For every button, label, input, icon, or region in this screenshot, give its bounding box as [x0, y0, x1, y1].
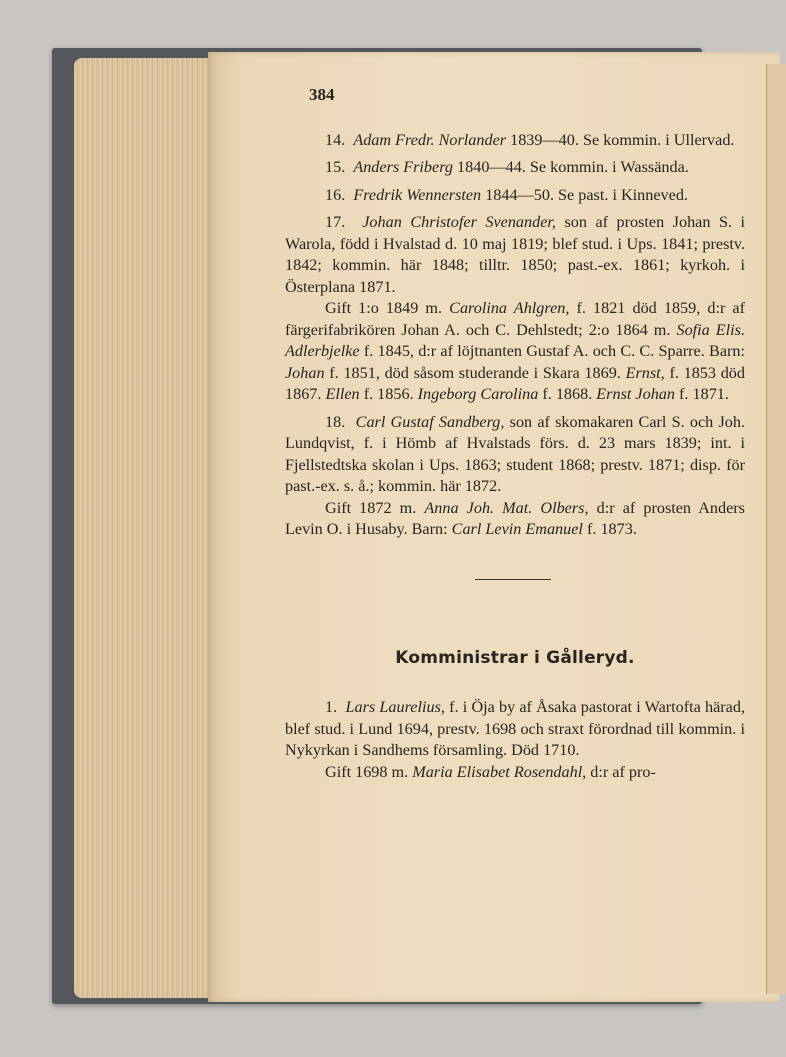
page-number: 384 — [309, 85, 335, 104]
page-edges — [74, 58, 224, 998]
person-name: Carl Gustaf Sandberg, — [355, 412, 505, 431]
person-name: Anders Friberg — [353, 158, 453, 176]
entry-14: 14. Adam Fredr. Norlander 1839—40. Se kommin. i Ullervad. — [325, 130, 735, 149]
entry-16: 16. Fredrik Wennersten 1844—50. Se past. i Kinneved. — [325, 185, 688, 204]
person-name: Johan Christofer Svenander, — [362, 213, 556, 231]
next-page-edge — [766, 64, 786, 994]
person-name: Fredrik Wennersten — [353, 185, 482, 204]
person-name: Lars Laurelius, — [345, 698, 445, 716]
entry-17: 17. Johan Christofer Svenander, son af prosten Johan S. i Warola, född i Hvalstad d. 10 maj 1819; blef stud. i Ups. 1841; prestv. 1842; kommin. här 1848; tilltr. 1850; past.-ex. 1861; kyrkoh. i Österplana 1871. Gift 1:o 1849 m. Carolina Ahlgren, f. 1821 död 1859, d:r af färgerifabrikören Johan A. och C. Dehlstedt; 2:o 1864 m. Sofia Elis. Adlerbjelke f. 1845, d:r af löjtnanten Gustaf A. och C. C. Sparre. Barn: Johan f. 1851, död såsom studerande i Skara 1869. Ernst, f. 1853 död 1867. Ellen f. 1856. Ingeborg Carolina f. 1868. Ernst Johan f. 1871. — [285, 213, 746, 403]
page-content — [285, 84, 745, 789]
entry-15: 15. Anders Friberg 1840—44. Se kommin. i Wassända. — [325, 158, 689, 176]
entry-18: 18. Carl Gustaf Sandberg, son af skomakaren Carl S. och Joh. Lundqvist, f. i Hömb af Hvalstads förs. d. 23 mars 1839; int. i Fjellstedtska skolan i Ups. 1863; student 1868; prestv. 1871; disp. för past.-ex. s. å.; kommin. här 1872. Gift 1872 m. Anna Joh. Mat. Olbers, d:r af prosten Anders Levin O. i Husaby. Barn: Carl Levin Emanuel f. 1873. — [285, 412, 745, 538]
person-name: Adam Fredr. Norlander — [353, 130, 507, 149]
section-divider — [475, 579, 551, 580]
section-heading: Komministrar i Gålleryd. — [395, 647, 635, 668]
entry-1: 1. Lars Laurelius, f. i Öja by af Åsaka pastorat i Wartofta härad, blef stud. i Lund 1694, prestv. 1698 och straxt förordnad till kommin. i Nykyrkan i Sandhems församling. Död 1710. Gift 1698 m. Maria Elisabet Rosendahl, d:r af pro- — [285, 698, 746, 781]
